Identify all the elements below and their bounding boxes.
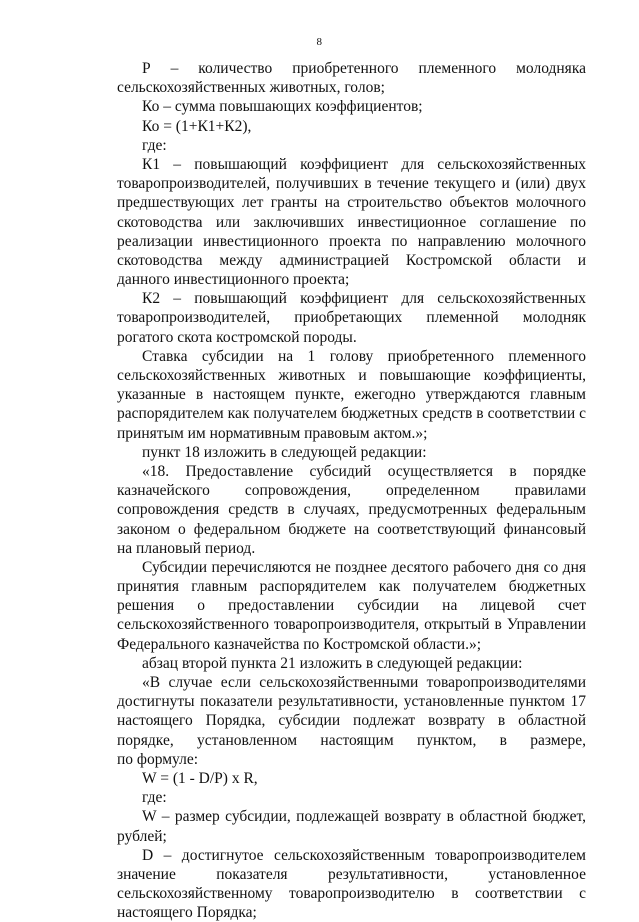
text-line: товаропроизводителей, приобретающих племенной молодняк	[117, 309, 586, 327]
text-line: Ставка субсидии на 1 голову приобретенного племенного	[142, 347, 586, 365]
text-line: где:	[142, 789, 167, 807]
text-line: D – достигнутое сельскохозяйственным товаропроизводителем	[142, 846, 586, 864]
text-line: законом о федеральном бюджете на соответствующий финансовый	[117, 520, 586, 538]
text-line: К1 – повышающий коэффициент для сельскохозяйственных	[142, 155, 586, 173]
page-number: 8	[316, 36, 323, 48]
text-line: Ко = (1+К1+К2),	[142, 117, 252, 135]
text-line: где:	[142, 136, 167, 154]
text-line: Ко – сумма повышающих коэффициентов;	[142, 98, 423, 116]
text-line: данного инвестиционного проекта;	[117, 271, 350, 289]
text-line: сельскохозяйственных животных, голов;	[117, 79, 385, 97]
text-line: предшествующих лет гранты на строительство объектов молочного	[117, 194, 586, 212]
text-line: «В случае если сельскохозяйственными товаропроизводителями	[142, 674, 586, 691]
text-line: Р – количество приобретенного племенного молодняка	[142, 60, 586, 77]
text-line: W = (1 - D/P) x R,	[142, 769, 258, 787]
text-line: рублей;	[117, 827, 167, 845]
text-line: реализации инвестиционного проекта по направлению молочного	[117, 232, 586, 250]
text-line: Федерального казначейства по Костромской области.»;	[117, 635, 482, 653]
document-body	[117, 59, 586, 922]
text-line: пункт 18 изложить в следующей редакции:	[142, 443, 427, 461]
text-line: принятым им нормативным правовым актом.»;	[117, 424, 428, 442]
text-line: достигнуты показатели результативности, установленные пунктом 17	[117, 693, 586, 711]
text-line: W – размер субсидии, подлежащей возврату в областной бюджет,	[142, 808, 586, 826]
text-line: сельскохозяйственного товаропроизводителя, открытый в Управлении	[117, 616, 586, 634]
text-line: скотоводства или заключивших инвестиционное соглашение по	[117, 213, 586, 231]
text-line: указанные в настоящем пункте, ежегодно утверждаются главным	[117, 386, 586, 404]
text-line: рогатого скота костромской породы.	[117, 328, 357, 346]
text-line: скотоводства между администрацией Костромской области и	[117, 251, 586, 269]
text-line: сопровождения средств в случаях, предусмотренных федеральным	[117, 501, 586, 519]
text-line: значение показателя результативности, установленное	[117, 865, 586, 883]
text-line: казначейского сопровождения, определенном правилами	[117, 482, 586, 500]
text-line: «18. Предоставление субсидий осуществляется в порядке	[142, 462, 586, 480]
text-line: распорядителем как получателем бюджетных средств в соответствии с	[117, 405, 586, 423]
text-line: по формуле:	[117, 750, 199, 768]
text-line: настоящего Порядка, субсидии подлежат возврату в областной	[117, 712, 586, 730]
text-line: товаропроизводителей, получивших в течение текущего и (или) двух	[117, 175, 586, 193]
text-line: сельскохозяйственных животных и повышающие коэффициенты,	[117, 367, 586, 384]
text-line: на плановый период.	[117, 539, 256, 557]
text-line: порядке, установленном настоящим пунктом, в размере,	[117, 731, 586, 749]
text-line: К2 – повышающий коэффициент для сельскохозяйственных	[142, 290, 586, 308]
text-line: сельскохозяйственному товаропроизводителю в соответствии с	[117, 885, 586, 903]
text-line: Субсидии перечисляются не позднее десятого рабочего дня со дня	[142, 558, 586, 576]
text-line: настоящего Порядка;	[117, 904, 257, 922]
text-line: принятия главным распорядителем как получателем бюджетных	[117, 578, 586, 596]
text-line: абзац второй пункта 21 изложить в следующей редакции:	[142, 654, 523, 672]
text-line: решения о предоставлении субсидии на лицевой счет	[117, 597, 586, 615]
